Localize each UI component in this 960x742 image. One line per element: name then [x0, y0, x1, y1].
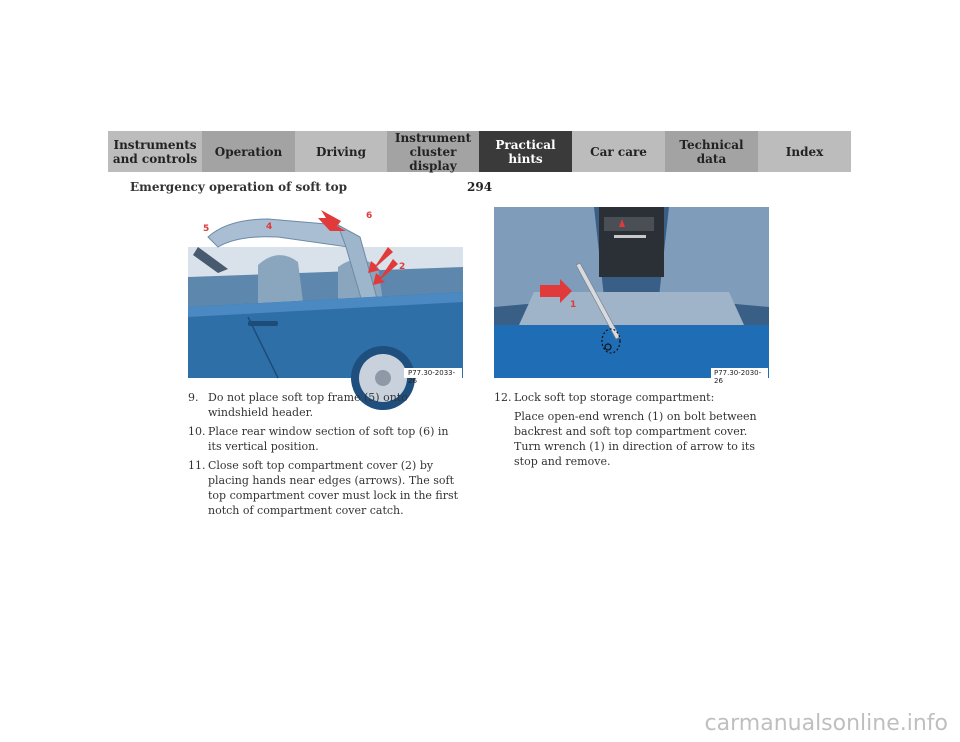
step-text: Place rear window section of soft top (6) in its vertical position.	[208, 425, 449, 453]
tab-index[interactable]: Index	[758, 131, 851, 172]
list-item	[188, 424, 463, 454]
tab-car-care[interactable]: Car care	[572, 131, 665, 172]
compartment-illustration	[494, 207, 769, 378]
watermark: carmanualsonline.info	[704, 711, 948, 736]
convertible-illustration	[188, 207, 463, 378]
steps-left	[188, 390, 463, 522]
tab-technical-data[interactable]: Technical data	[665, 131, 758, 172]
tab-driving[interactable]: Driving	[295, 131, 387, 172]
step-number: 10.	[188, 425, 206, 438]
tab-operation[interactable]: Operation	[202, 131, 295, 172]
callout-1: 1	[570, 300, 577, 310]
step-detail: Place open-end wrench (1) on bolt between backrest and soft top compartment cover. Turn wrench (1) in direction of arrow to its stop and remove.	[514, 410, 757, 468]
tab-instrument-cluster-display[interactable]: Instrument cluster display	[387, 131, 479, 172]
callout-5: 5	[203, 224, 210, 234]
step-text: Lock soft top storage compartment:	[514, 391, 715, 404]
page-number: 294	[467, 180, 493, 194]
step-number: 12.	[494, 391, 512, 404]
page-title: Emergency operation of soft top	[130, 180, 348, 194]
figure-code: P77.30-2033-26	[408, 369, 456, 385]
list-item	[494, 390, 772, 469]
tab-practical-hints[interactable]: Practical hints	[479, 131, 572, 172]
step-number: 11.	[188, 459, 206, 472]
callout-4: 4	[266, 222, 273, 232]
soft-top-figure	[188, 207, 463, 385]
steps-right	[494, 390, 772, 473]
step-text: Close soft top compartment cover (2) by placing hands near edges (arrows). The soft top compartment cover must lock in the first notch of compartment cover catch.	[208, 459, 459, 517]
section-tabs	[108, 131, 851, 172]
step-text: Do not place soft top frame (5) onto windshield header.	[208, 391, 408, 419]
list-item	[188, 458, 463, 518]
figure-code: P77.30-2030-26	[714, 369, 762, 385]
list-item	[188, 390, 463, 420]
tab-instruments-and-controls[interactable]: Instruments and controls	[108, 131, 202, 172]
step-number: 9.	[188, 391, 199, 404]
wrench-figure	[494, 207, 769, 385]
callout-2: 2	[399, 262, 406, 272]
callout-6: 6	[366, 211, 373, 221]
